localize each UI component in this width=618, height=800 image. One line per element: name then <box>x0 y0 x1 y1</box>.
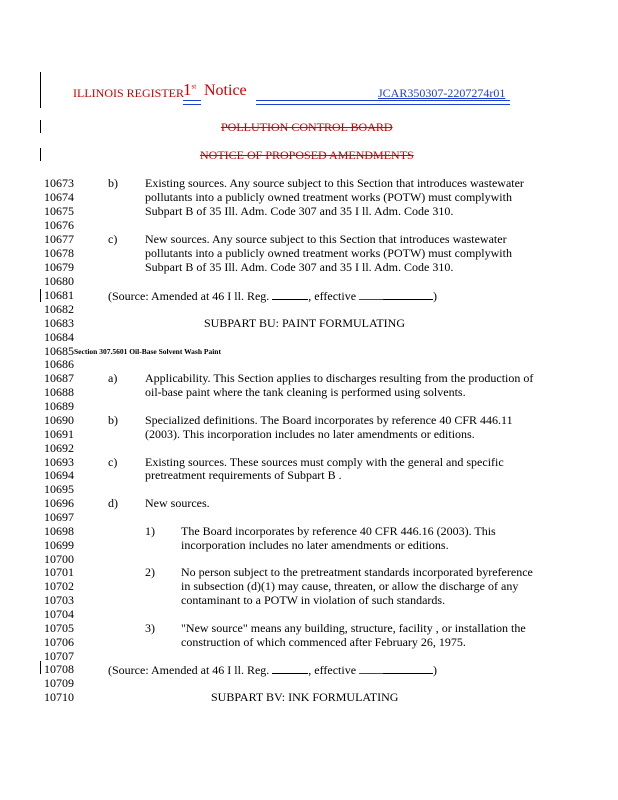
jcar-code: JCAR350307-2207274r01 <box>378 86 506 100</box>
line-number: 10704 <box>44 607 74 621</box>
body-text: incorporation includes no later amendments or editions. <box>181 538 449 552</box>
subpart-heading: SUBPART BU: PAINT FORMULATING <box>204 316 405 330</box>
subsection-label: b) <box>108 413 118 427</box>
body-text: pretreatment requirements of Subpart B . <box>145 468 342 482</box>
line-number: 10675 <box>44 204 74 218</box>
subsection-label: 2) <box>145 565 155 579</box>
body-text: oil-base paint where the tank cleaning is performed using solvents. <box>145 385 466 399</box>
line-number: 10681 <box>44 288 74 302</box>
line-number: 10707 <box>44 649 74 663</box>
line-number: 10695 <box>44 482 74 496</box>
line-number: 10682 <box>44 302 74 316</box>
body-text: pollutants into a publicly owned treatment works (POTW) must complywith <box>145 246 512 260</box>
line-number: 10698 <box>44 524 74 538</box>
subsection-label: c) <box>108 455 118 469</box>
line-number: 10693 <box>44 455 74 469</box>
register-title: ILLINOIS REGISTER <box>73 86 184 100</box>
subpart-heading: SUBPART BV: INK FORMULATING <box>211 690 399 704</box>
line-number: 10701 <box>44 565 74 579</box>
line-number: 10692 <box>44 441 74 455</box>
body-text: New sources. Any source subject to this Section that introduces wastewater <box>145 232 507 246</box>
line-number: 10683 <box>44 316 74 330</box>
line-number: 10690 <box>44 413 74 427</box>
body-text: Applicability. This Section applies to discharges resulting from the production of <box>145 371 534 385</box>
source-note: (Source: Amended at 46 I ll. Reg. , effective ) <box>108 289 438 303</box>
revision-bar <box>40 72 41 108</box>
line-number: 10684 <box>44 330 74 344</box>
subsection-label: 1) <box>145 524 155 538</box>
line-number: 10691 <box>44 427 74 441</box>
revision-bar <box>40 289 41 302</box>
line-number: 10703 <box>44 593 74 607</box>
line-number: 10694 <box>44 468 74 482</box>
subsection-label: d) <box>108 496 118 510</box>
section-heading: Section 307.5601 Oil-Base Solvent Wash Paint <box>74 347 221 356</box>
subsection-label: 3) <box>145 621 155 635</box>
line-number: 10686 <box>44 357 74 371</box>
line-number: 10685 <box>44 344 74 358</box>
body-text: Subpart B of 35 Ill. Adm. Code 307 and 35 I ll. Adm. Code 310. <box>145 260 454 274</box>
notice-label: Notice <box>204 82 247 99</box>
notice-type: NOTICE OF PROPOSED AMENDMENTS <box>200 148 414 162</box>
line-number: 10678 <box>44 246 74 260</box>
line-number: 10710 <box>44 690 74 704</box>
body-text: Existing sources. Any source subject to this Section that introduces wastewater <box>145 176 524 190</box>
line-number: 10680 <box>44 274 74 288</box>
line-number: 10696 <box>44 496 74 510</box>
board-name: POLLUTION CONTROL BOARD <box>221 120 393 134</box>
body-text: contaminant to a POTW in violation of such standards. <box>181 593 446 607</box>
line-number: 10705 <box>44 621 74 635</box>
body-text: Specialized definitions. The Board incorporates by reference 40 CFR 446.11 <box>145 413 513 427</box>
body-text: construction of which commenced after February 26, 1975. <box>181 635 466 649</box>
subsection-label: c) <box>108 232 118 246</box>
body-text: New sources. <box>145 496 210 510</box>
line-number: 10674 <box>44 190 74 204</box>
subsection-label: b) <box>108 176 118 190</box>
revision-bar <box>40 120 41 133</box>
revision-bar <box>40 661 41 674</box>
line-number: 10706 <box>44 635 74 649</box>
line-number: 10689 <box>44 399 74 413</box>
line-number: 10702 <box>44 579 74 593</box>
body-text: in subsection (d)(1) may cause, threaten, or allow the discharge of any <box>181 579 519 593</box>
line-number: 10708 <box>44 662 74 676</box>
line-number: 10700 <box>44 552 74 566</box>
body-text: No person subject to the pretreatment standards incorporated byreference <box>181 565 533 579</box>
revision-bar <box>40 148 41 161</box>
line-number: 10697 <box>44 510 74 524</box>
page-number: 1st <box>183 80 197 99</box>
body-text: (2003). This incorporation includes no later amendments or editions. <box>145 427 475 441</box>
line-number: 10699 <box>44 538 74 552</box>
line-number: 10679 <box>44 260 74 274</box>
page-number-underline <box>183 100 201 105</box>
body-text: pollutants into a publicly owned treatment works (POTW) must complywith <box>145 190 512 204</box>
source-note: (Source: Amended at 46 I ll. Reg. , effective ) <box>108 663 438 677</box>
body-text: Subpart B of 35 Ill. Adm. Code 307 and 35 I ll. Adm. Code 310. <box>145 204 454 218</box>
line-number: 10673 <box>44 176 74 190</box>
body-text: The Board incorporates by reference 40 CFR 446.16 (2003). This <box>181 524 496 538</box>
line-number: 10677 <box>44 232 74 246</box>
line-number: 10687 <box>44 371 74 385</box>
subsection-label: a) <box>108 371 118 385</box>
line-number: 10676 <box>44 218 74 232</box>
line-number: 10688 <box>44 385 74 399</box>
line-number: 10709 <box>44 676 74 690</box>
body-text: Existing sources. These sources must comply with the general and specific <box>145 455 504 469</box>
body-text: "New source" means any building, structure, facility , or installation the <box>181 621 526 635</box>
